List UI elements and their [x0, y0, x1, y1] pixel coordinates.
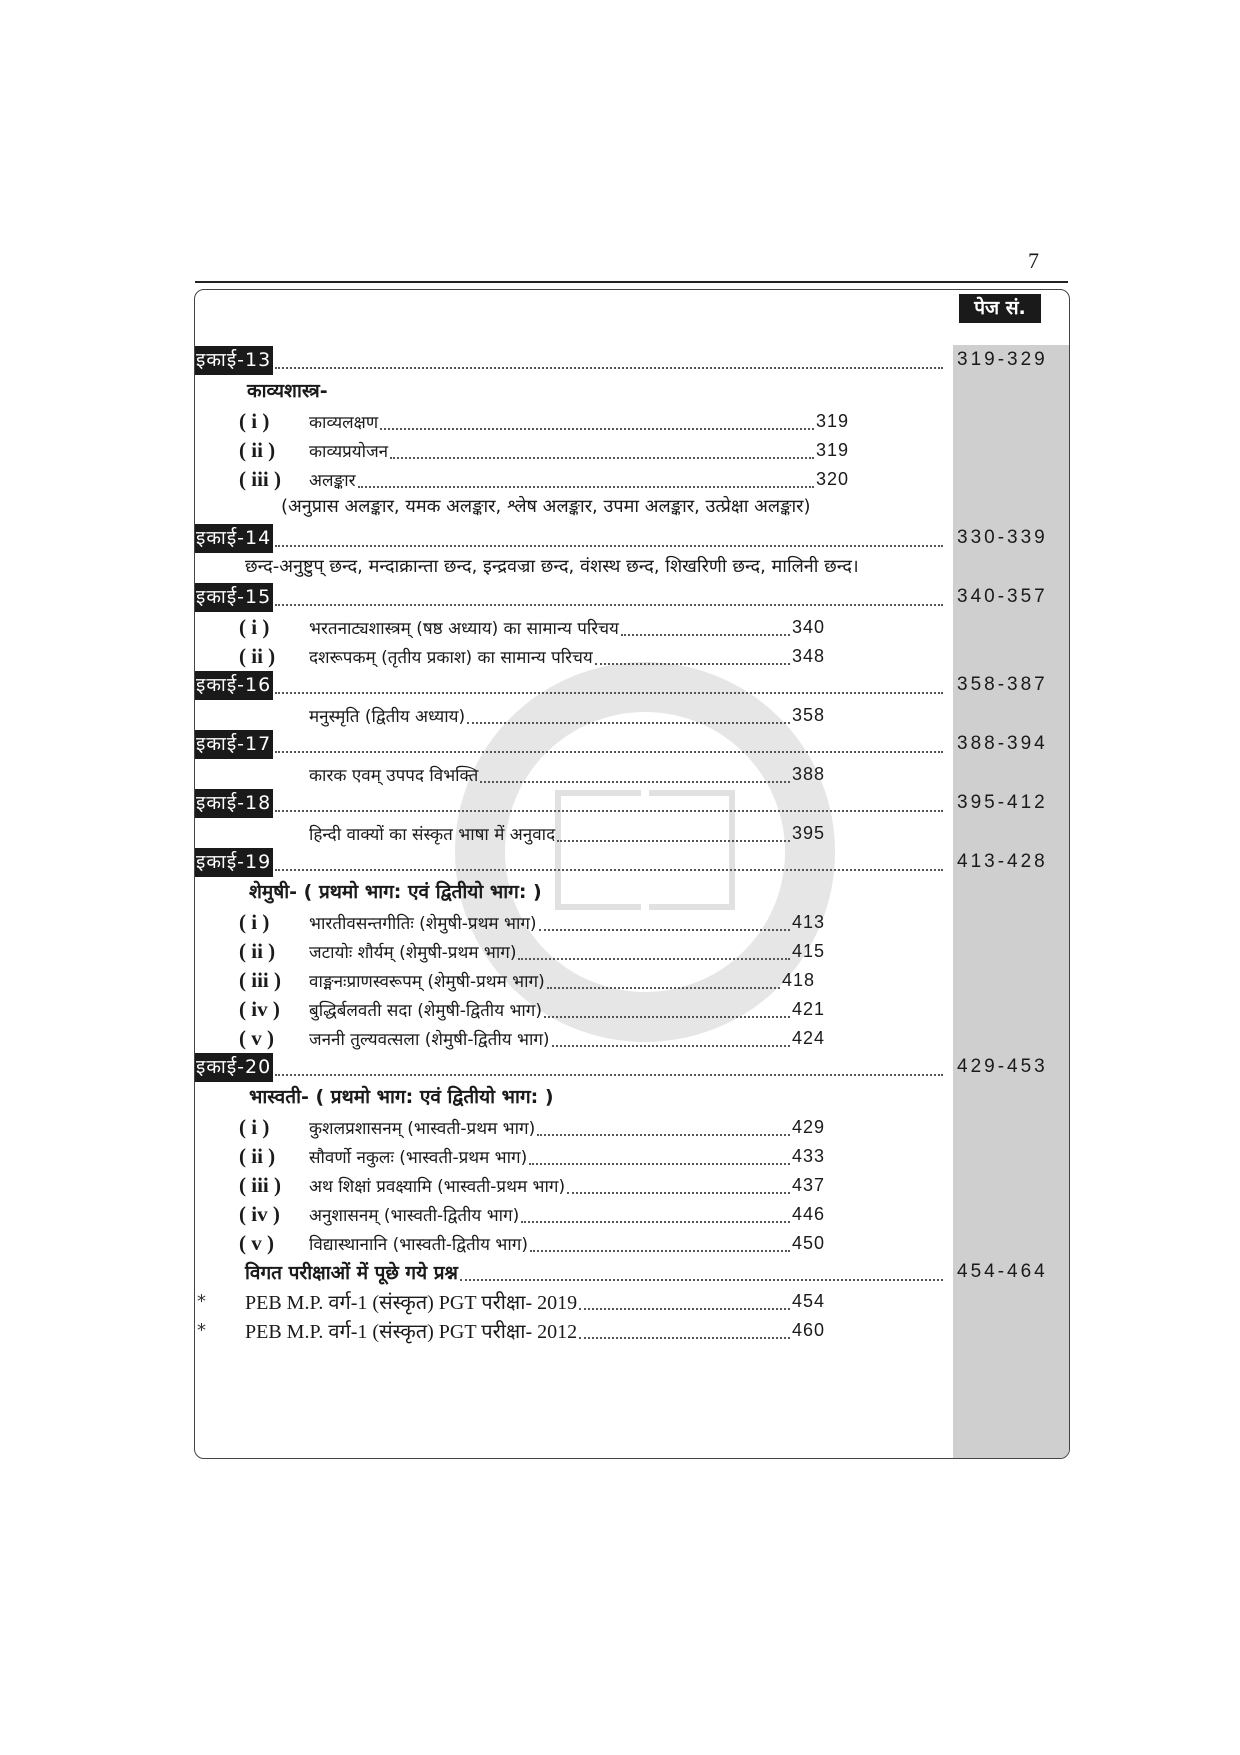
unit-page-range: 388-394 — [957, 733, 1048, 754]
entry-title: कारक एवम् उपपद विभक्ति — [309, 765, 479, 786]
entry-title: अनुशासनम् (भास्वती-द्वितीय भाग) — [309, 1205, 520, 1226]
leader-dots — [579, 1308, 790, 1310]
unit-label: इकाई-13 — [195, 346, 273, 375]
entry-page: 450 — [791, 1232, 825, 1253]
entry-page: 348 — [791, 645, 825, 666]
entry-number: ( iv ) — [239, 1201, 280, 1226]
entry-number: ( iii ) — [239, 967, 281, 992]
entry-number: ( iii ) — [239, 1172, 281, 1197]
unit-row-16[interactable] — [195, 670, 1069, 700]
leader-dots — [621, 634, 790, 636]
leader-dots — [595, 663, 790, 665]
toc-entry[interactable] — [239, 1023, 825, 1053]
toc-entry[interactable] — [239, 435, 849, 465]
entry-page: 358 — [791, 704, 825, 725]
entry-page: 340 — [791, 616, 825, 637]
entry-page: 433 — [791, 1145, 825, 1166]
unit-row-18[interactable] — [195, 788, 1069, 818]
leader-dots — [567, 1192, 790, 1194]
toc-entry[interactable] — [239, 994, 825, 1024]
unit-page-range: 319-329 — [957, 349, 1048, 370]
previous-exams-title: विगत परीक्षाओं में पूछे गये प्रश्न — [245, 1262, 458, 1284]
previous-exams-range: 454-464 — [957, 1261, 1048, 1282]
leader-dots — [358, 486, 814, 488]
entry-page: 388 — [791, 763, 825, 784]
entry-page: 413 — [791, 911, 825, 932]
leader-dots — [537, 1134, 790, 1136]
toc-box — [194, 289, 1070, 1459]
unit-row-19[interactable] — [195, 847, 1069, 877]
toc-entry[interactable] — [309, 759, 825, 789]
page-number: 7 — [1028, 248, 1039, 273]
entry-number: ( v ) — [239, 1025, 274, 1050]
unit-page-range: 358-387 — [957, 674, 1048, 695]
entry-number: ( i ) — [239, 614, 270, 639]
unit-label: इकाई-18 — [195, 789, 273, 818]
unit-row-14[interactable] — [195, 523, 1069, 553]
leader-dots — [530, 1250, 790, 1252]
unit-note: छन्द-अनुष्टुप् छन्द, मन्दाक्रान्ता छन्द, इन्द्रवज्रा छन्द, वंशस्थ छन्द, शिखरिणी छन्द, मालिनी छन्द। — [245, 556, 859, 577]
entry-number: ( i ) — [239, 408, 270, 433]
entry-page: 320 — [815, 468, 849, 489]
unit-row-15[interactable] — [195, 582, 1069, 612]
entry-page: 437 — [791, 1174, 825, 1195]
leader-dots — [275, 810, 943, 812]
unit-page-range: 395-412 — [957, 792, 1048, 813]
leader-dots — [552, 1045, 790, 1047]
toc-entry[interactable] — [239, 907, 825, 937]
entry-number: ( ii ) — [239, 437, 276, 462]
leader-dots — [275, 604, 943, 606]
toc-entry[interactable] — [239, 1112, 825, 1142]
entry-title: वाङ्मनःप्राणस्वरूपम् (शेमुषी-प्रथम भाग) — [309, 971, 545, 992]
leader-dots — [460, 1279, 943, 1281]
entry-number: ( i ) — [239, 1114, 270, 1139]
toc-entry[interactable] — [239, 965, 815, 995]
entry-page: 421 — [791, 998, 825, 1019]
leader-dots — [544, 1016, 790, 1018]
exam-entry[interactable] — [195, 1315, 825, 1345]
entry-number: ( ii ) — [239, 643, 276, 668]
unit-label: इकाई-20 — [195, 1053, 273, 1082]
entry-page: 319 — [815, 410, 849, 431]
entry-title: PEB M.P. वर्ग-1 (संस्कृत) PGT परीक्षा- 2012 — [245, 1320, 578, 1343]
entry-title: अलङ्कार — [309, 470, 356, 491]
leader-dots — [275, 751, 943, 753]
leader-dots — [557, 840, 790, 842]
entry-page: 319 — [815, 439, 849, 460]
leader-dots — [467, 722, 790, 724]
leader-dots — [547, 987, 780, 989]
entry-page: 454 — [791, 1290, 825, 1311]
exam-entry[interactable] — [195, 1286, 825, 1316]
entry-title: काव्यप्रयोजन — [309, 441, 389, 462]
leader-dots — [380, 428, 814, 430]
entry-title: काव्यलक्षण — [309, 412, 379, 433]
unit-page-range: 330-339 — [957, 527, 1048, 548]
entry-title: भरतनाट्यशास्त्रम् (षष्ठ अध्याय) का सामान्य परिचय — [309, 618, 619, 639]
entry-title: बुद्धिर्बलवती सदा (शेमुषी-द्वितीय भाग) — [309, 1000, 543, 1021]
entry-number: ( iv ) — [239, 996, 280, 1021]
entry-number: ( iii ) — [239, 466, 281, 491]
section-heading: शेमुषी- ( प्रथमो भाग: एवं द्वितीयो भाग: ) — [249, 881, 542, 903]
leader-dots — [275, 545, 943, 547]
toc-entry[interactable] — [239, 936, 825, 966]
unit-page-range: 340-357 — [957, 586, 1048, 607]
unit-label: इकाई-15 — [195, 583, 273, 612]
unit-row-13[interactable] — [195, 345, 1069, 375]
bullet-star-icon: * — [197, 1290, 206, 1312]
entry-number: ( i ) — [239, 909, 270, 934]
page-column-header: पेज सं. — [959, 294, 1041, 323]
toc-entry[interactable] — [239, 641, 825, 671]
toc-entry[interactable] — [309, 818, 825, 848]
entry-title: कुशलप्रशासनम् (भास्वती-प्रथम भाग) — [309, 1118, 536, 1139]
toc-entry[interactable] — [239, 612, 825, 642]
entry-page: 460 — [791, 1319, 825, 1340]
entry-number: ( ii ) — [239, 1143, 276, 1168]
entry-page: 446 — [791, 1203, 825, 1224]
unit-label: इकाई-14 — [195, 524, 273, 553]
entry-title: PEB M.P. वर्ग-1 (संस्कृत) PGT परीक्षा- 2019 — [245, 1291, 578, 1314]
leader-dots — [529, 1163, 790, 1165]
entry-page: 418 — [781, 969, 815, 990]
toc-entry[interactable] — [239, 1141, 825, 1171]
toc-entry[interactable] — [239, 1170, 825, 1200]
header-rule — [195, 281, 1068, 283]
toc-entry[interactable] — [239, 464, 849, 494]
toc-entry[interactable] — [309, 700, 825, 730]
unit-row-20[interactable] — [195, 1052, 1069, 1082]
entry-number: ( ii ) — [239, 938, 276, 963]
unit-row-17[interactable] — [195, 729, 1069, 759]
entry-title: मनुस्मृति (द्वितीय अध्याय) — [309, 706, 466, 727]
leader-dots — [539, 929, 790, 931]
leader-dots — [480, 781, 790, 783]
toc-entry[interactable] — [239, 1199, 825, 1229]
unit-page-range: 413-428 — [957, 851, 1048, 872]
unit-label: इकाई-19 — [195, 848, 273, 877]
entry-page: 424 — [791, 1027, 825, 1048]
leader-dots — [275, 367, 943, 369]
section-heading: काव्यशास्त्र- — [247, 380, 328, 402]
leader-dots — [275, 692, 943, 694]
entry-title: सौवर्णो नकुलः (भास्वती-प्रथम भाग) — [309, 1147, 528, 1168]
entry-title: जटायोः शौर्यम् (शेमुषी-प्रथम भाग) — [309, 942, 517, 963]
bullet-star-icon: * — [197, 1319, 206, 1341]
leader-dots — [579, 1337, 790, 1339]
entry-number: ( v ) — [239, 1230, 274, 1255]
leader-dots — [521, 1221, 790, 1223]
entry-title: दशरूपकम् (तृतीय प्रकाश) का सामान्य परिचय — [309, 647, 593, 668]
entry-page: 415 — [791, 940, 825, 961]
entry-title: भारतीवसन्तगीतिः (शेमुषी-प्रथम भाग) — [309, 913, 537, 934]
toc-entry[interactable] — [239, 1228, 825, 1258]
toc-entry[interactable] — [239, 406, 849, 436]
section-heading: भास्वती- ( प्रथमो भाग: एवं द्वितीयो भाग: ) — [249, 1086, 554, 1108]
entry-page: 395 — [791, 822, 825, 843]
leader-dots — [390, 457, 814, 459]
unit-label: इकाई-17 — [195, 730, 273, 759]
entry-title: अथ शिक्षां प्रवक्ष्यामि (भास्वती-प्रथम भाग) — [309, 1176, 566, 1197]
leader-dots — [518, 958, 789, 960]
leader-dots — [275, 869, 943, 871]
previous-exams-row[interactable] — [245, 1257, 1069, 1287]
entry-title: हिन्दी वाक्यों का संस्कृत भाषा में अनुवाद — [309, 824, 556, 845]
entry-title: जननी तुल्यवत्सला (शेमुषी-द्वितीय भाग) — [309, 1029, 550, 1050]
leader-dots — [275, 1074, 943, 1076]
unit-note: (अनुप्रास अलङ्कार, यमक अलङ्कार, श्लेष अलङ्कार, उपमा अलङ्कार, उत्प्रेक्षा अलङ्कार) — [281, 496, 811, 517]
unit-page-range: 429-453 — [957, 1056, 1048, 1077]
unit-label: इकाई-16 — [195, 671, 273, 700]
entry-title: विद्यास्थानानि (भास्वती-द्वितीय भाग) — [309, 1234, 528, 1255]
page-range-column — [953, 345, 1070, 1458]
entry-page: 429 — [791, 1116, 825, 1137]
